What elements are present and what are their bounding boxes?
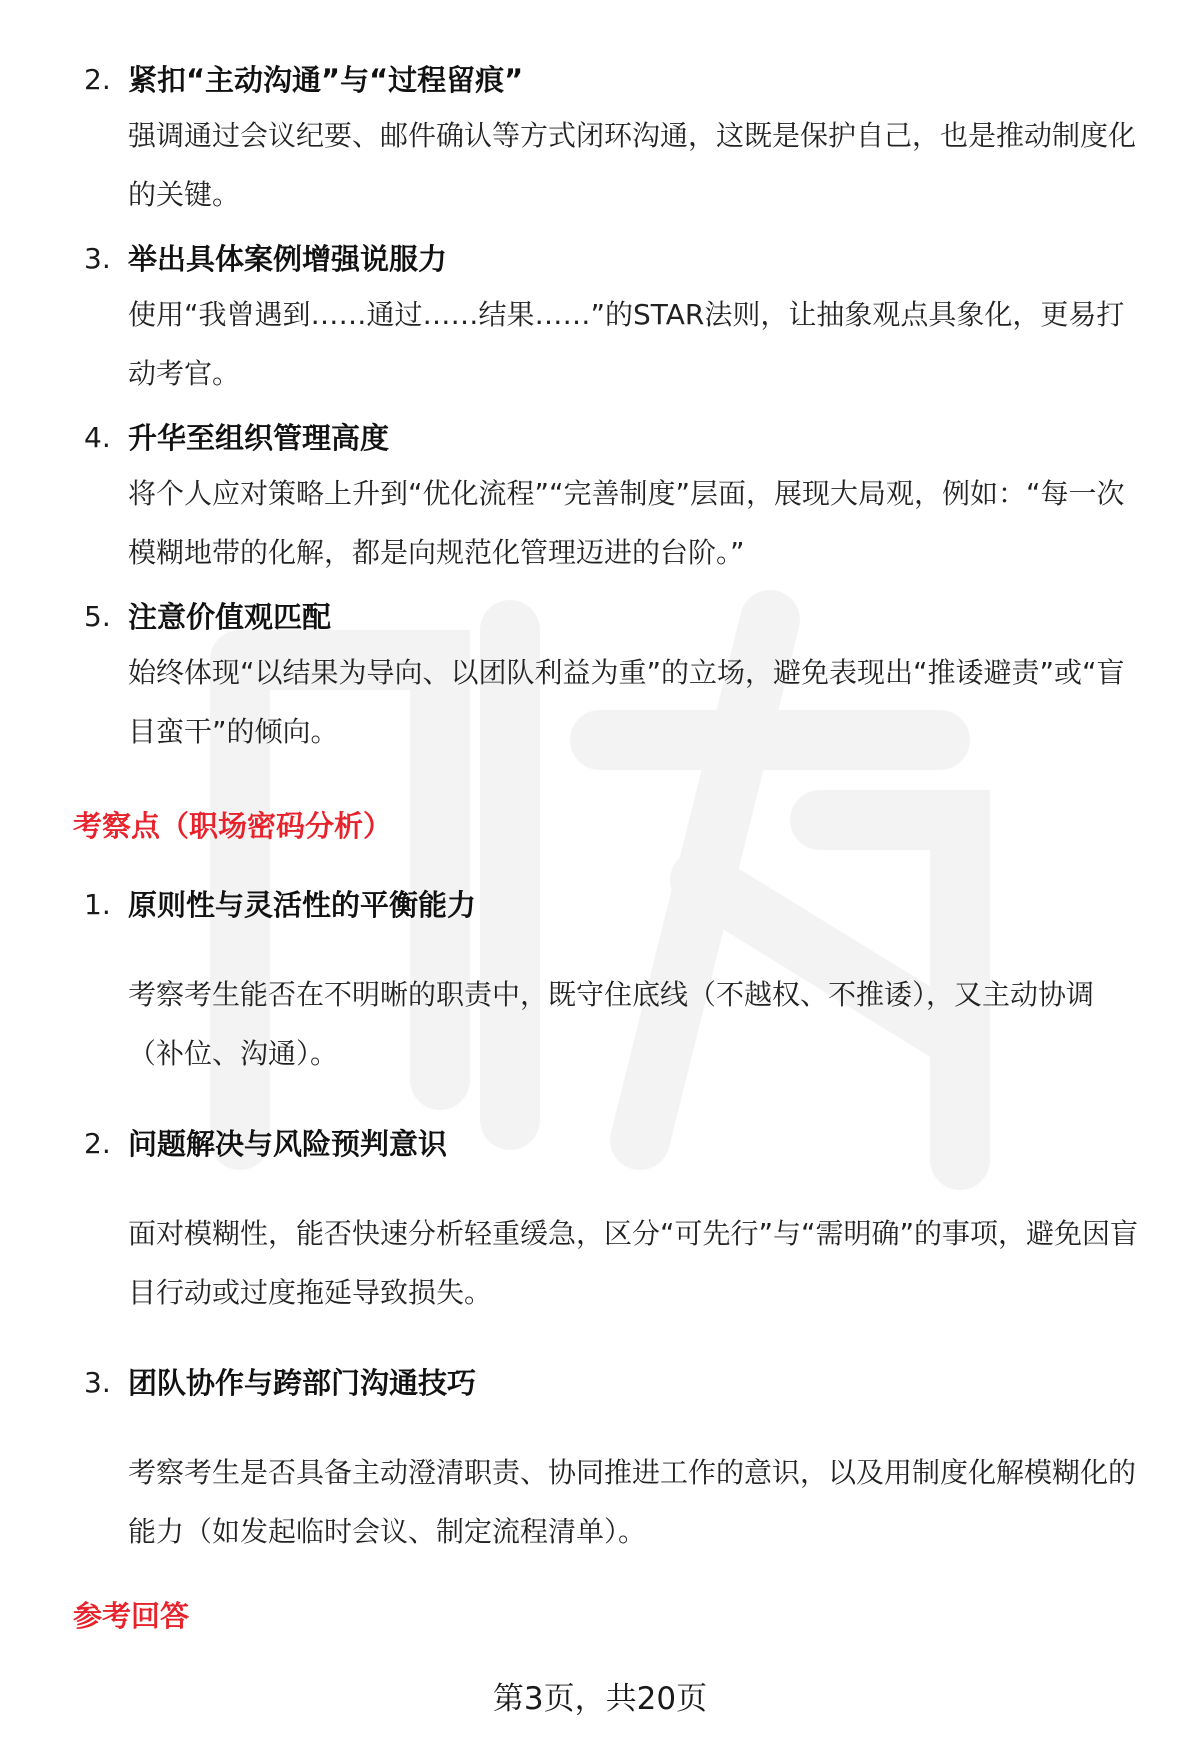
tip-heading: 紧扣“主动沟通”与“过程留痕”	[128, 63, 524, 97]
exam-point-body: 考察考生是否具备主动澄清职责、协同推进工作的意识，以及用制度化解模糊化的能力（如发起临时会议、制定流程清单）。	[128, 1456, 1137, 1548]
exam-point-heading: 问题解决与风险预判意识	[128, 1127, 448, 1161]
list-number: 2.	[84, 63, 111, 96]
section-title-exam-points: 考察点（职场密码分析）	[73, 809, 393, 843]
list-number: 5.	[84, 600, 111, 633]
exam-point-body: 考察考生能否在不明晰的职责中，既守住底线（不越权、不推诿），又主动协调（补位、沟通）。	[128, 978, 1095, 1070]
tip-body: 将个人应对策略上升到“优化流程”“完善制度”层面，展现大局观，例如：“每一次模糊地带的化解，都是向规范化管理迈进的台阶。”	[128, 477, 1125, 569]
list-number: 4.	[84, 421, 111, 454]
page-number-footer: 第3页，共20页	[492, 1681, 708, 1717]
list-number: 3.	[84, 1366, 111, 1399]
exam-point-heading: 原则性与灵活性的平衡能力	[128, 888, 477, 922]
tip-body: 始终体现“以结果为导向、以团队利益为重”的立场，避免表现出“推诿避责”或“盲目蛮干”的倾向。	[128, 656, 1125, 748]
list-number: 1.	[84, 888, 111, 921]
list-number: 3.	[84, 242, 111, 275]
list-number: 2.	[84, 1127, 111, 1160]
tip-heading: 升华至组织管理高度	[128, 421, 390, 455]
tip-body: 强调通过会议纪要、邮件确认等方式闭环沟通，这既是保护自己，也是推动制度化的关键。	[128, 119, 1137, 211]
tip-body: 使用“我曾遇到……通过……结果……”的STAR法则，让抽象观点具象化，更易打动考官。	[128, 298, 1125, 390]
tip-heading: 举出具体案例增强说服力	[128, 242, 448, 276]
section-title-reference-answer: 参考回答	[73, 1599, 190, 1633]
exam-point-body: 面对模糊性，能否快速分析轻重缓急，区分“可先行”与“需明确”的事项，避免因盲目行动或过度拖延导致损失。	[128, 1217, 1139, 1309]
exam-point-heading: 团队协作与跨部门沟通技巧	[128, 1366, 477, 1400]
tip-heading: 注意价值观匹配	[128, 600, 332, 634]
